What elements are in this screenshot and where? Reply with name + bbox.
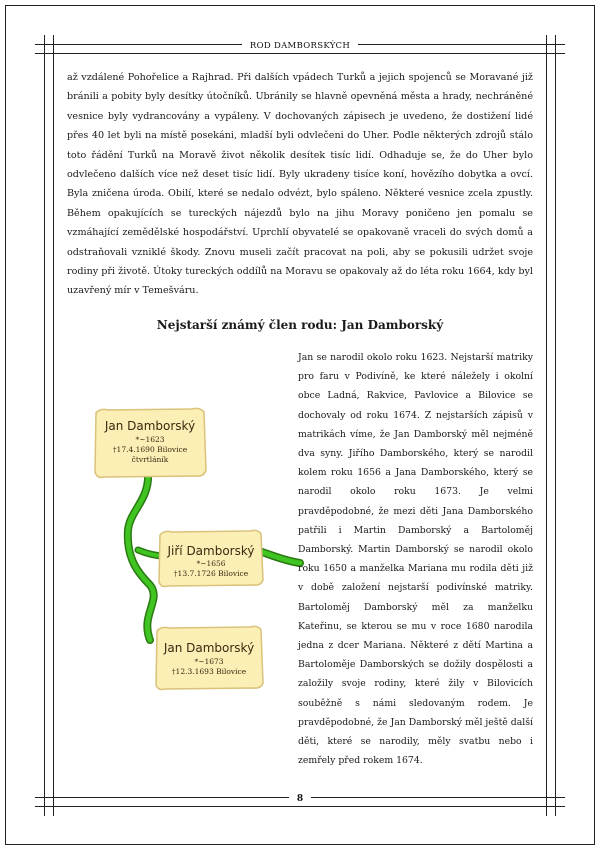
tree-card-jan-1673: [156, 626, 263, 689]
section-heading: Nejstarší známý člen rodu: Jan Damborský: [156, 318, 444, 332]
tree-card-note: čtvrtláník: [131, 455, 169, 464]
page-number-text: 8: [289, 794, 311, 804]
tree-card-birth: *~1656: [196, 559, 226, 568]
tree-card-name: Jan Damborský: [163, 641, 255, 655]
tree-card-birth: *~1673: [194, 657, 224, 666]
tree-card-jan-1623: [95, 408, 206, 477]
tree-card-death: †13.7.1726 Bilovice: [173, 569, 249, 578]
page-number: [0, 794, 600, 804]
intro-paragraph: až vzdálené Pohořelice a Rajhrad. Při dalších vpádech Turků a jejich spojenců se Moravané již bránili a pobity byly desítky útočníků. Ubránily se hlavně opevněná města a hrady, nechráněné vesnice byly vydrancovány a vypáleny. V dochovaných zápisech je uvedeno, že dostižení lidé přes 40 let byli na místě posekáni, mladší byli odvlečeni do Uher. Podle některých zdrojů stálo toto řádění Turků na Moravě život několik desítek tisíc lidí. Odhaduje se, že do Uher bylo odvlečeno dalších více než deset tisíc lidí. Byly ukradeny tisíce koní, hovězího dobytka a ovcí. Byla zničena úroda. Obilí, které se nedalo odvézt, bylo spáleno. Některé vesnice zcela zpustly. Během opakujících se tureckých nájezdů bylo na jihu Moravy poničeno jen pomalu se vzmáhající zemědělské hospodářství. Uprchlí obyvatelé se opakovaně vraceli do svých domů a odstraňovali vzniklé škody. Znovu museli začít pracovat na poli, aby se pokusili udržet svoje rodiny při životě. Útoky tureckých oddílů na Moravu se opakovaly až do léta roku 1664, kdy byl uzavřený mír v Temešváru.: [67, 72, 533, 297]
body-paragraph: Jan se narodil okolo roku 1623. Nejstarší matriky pro faru v Podivíně, ke které náležely i okolní obce Ladná, Rakvice, Pavlovice a Bilovice se dochovaly od roku 1674. Z nejstarších zápisů v matrikách víme, že Jan Damborský měl nejméně dva syny. Jiřího Damborského, který se narodil kolem roku 1656 a Jana Damborského, který se narodil okolo roku 1673. Je velmi pravděpodobné, že mezi děti Jana Damborského patřili i Martin Damborský a Bartoloměj Damborský. Martin Damborský se narodil okolo roku 1650 a manželka Mariana mu rodila děti již v době založení nejstarší podivínské matriky. Bartoloměj Damborský měl za manželku Kateřinu, se kterou se mu v roce 1680 narodila jedna z dcer Mariana. Některé z dětí Martina a Bartoloměje Damborských se dožily dospělosti a založily svoje rodiny, které žily v Bilovicích souběžně s námi sledovaným rodem. Je pravděpodobné, že Jan Damborský měl ještě další děti, které se narodily, měly svatbu nebo i zemřely před rokem 1674.: [298, 352, 533, 767]
running-header-text: ROD DAMBORSKÝCH: [242, 41, 358, 51]
tree-card-name: Jiří Damborský: [167, 544, 255, 558]
tree-card-jiri-1656: [159, 530, 263, 586]
tree-card-name: Jan Damborský: [104, 419, 196, 433]
tree-card-death: †17.4.1690 Bilovice: [112, 445, 188, 454]
tree-card-death: †12.3.1693 Bilovice: [171, 667, 247, 676]
tree-card-birth: *~1623: [135, 435, 165, 444]
